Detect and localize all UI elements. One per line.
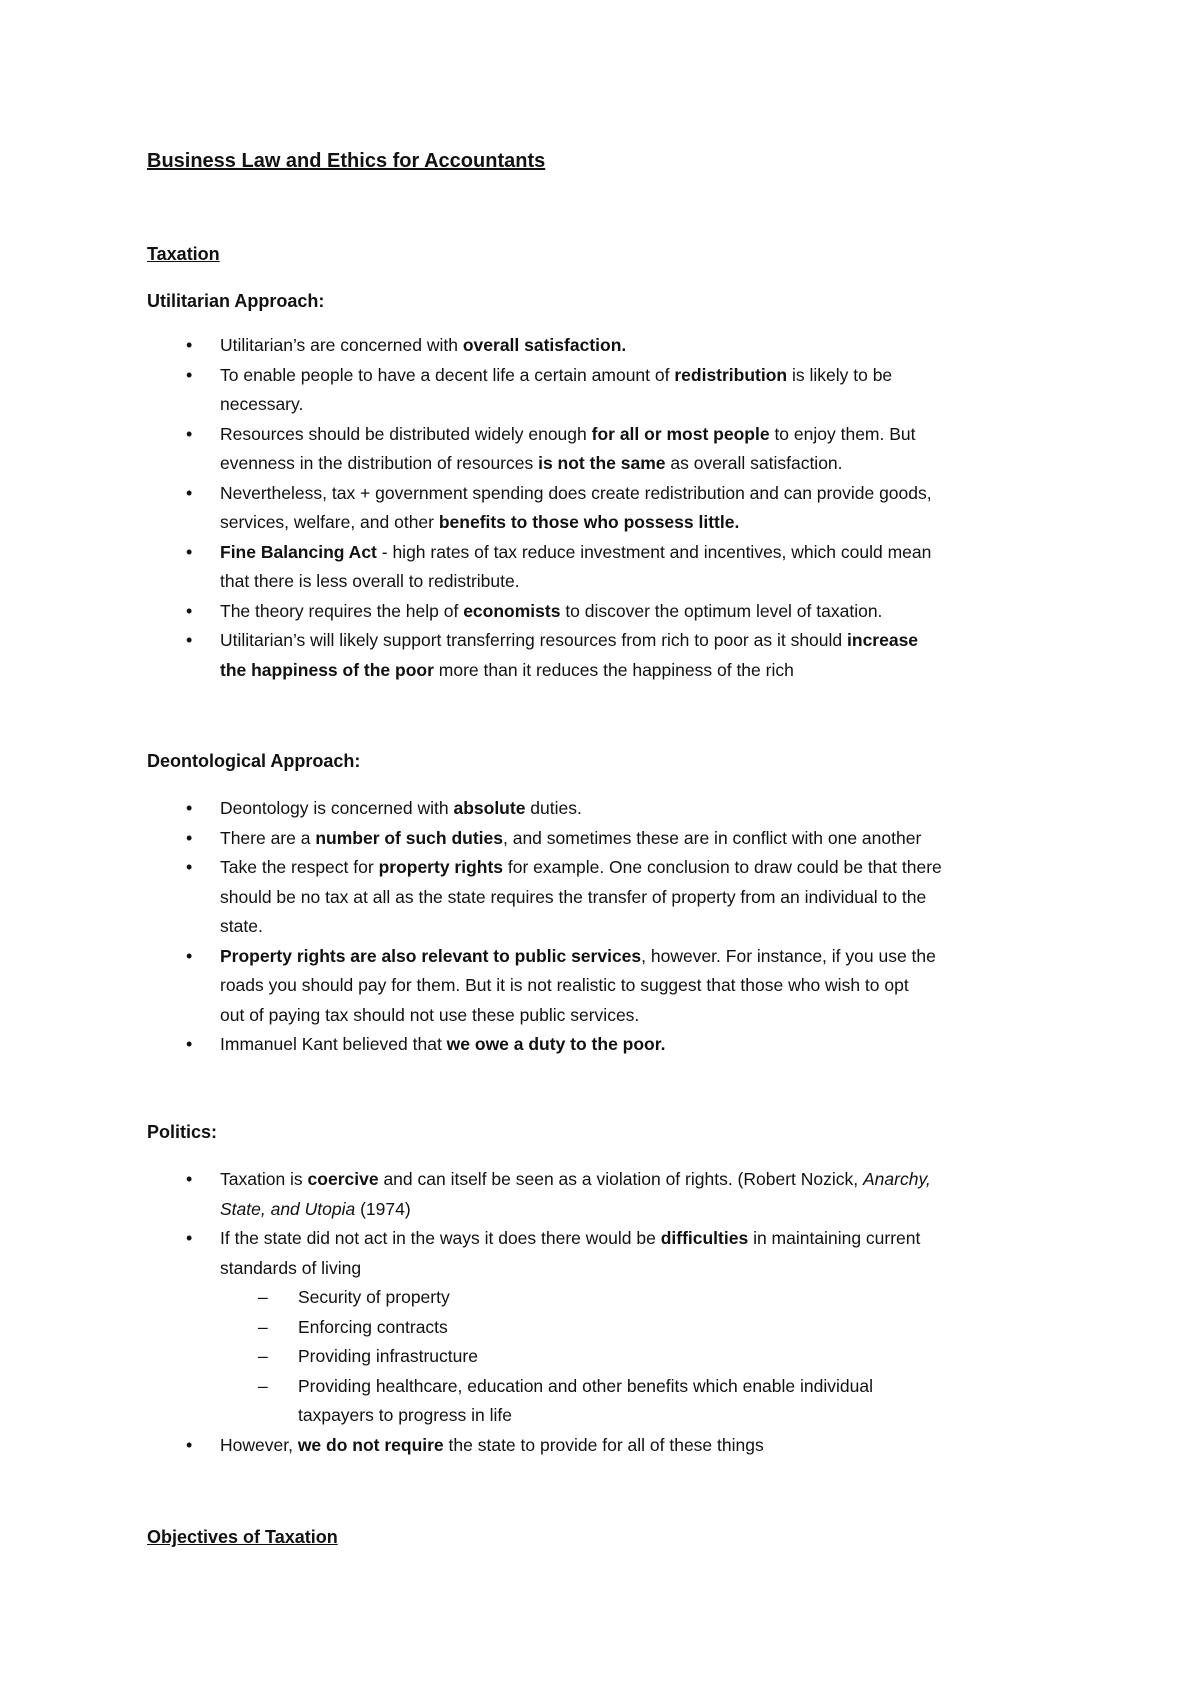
section-title-taxation: Taxation xyxy=(147,244,220,264)
utilitarian-bullet-list xyxy=(186,331,1096,685)
section-title-objectives-of-taxation: Objectives of Taxation xyxy=(147,1527,338,1547)
sub-list-item: – Security of property xyxy=(258,1283,1096,1313)
heading-politics: Politics: xyxy=(147,1122,218,1142)
politics-bullet-list xyxy=(186,1165,1096,1460)
list-item: • Immanuel Kant believed that we owe a duty to the poor. xyxy=(186,1030,1096,1060)
list-item: • Fine Balancing Act - high rates of tax reduce investment and incentives, which could mean that there is less overall to redistribute. xyxy=(186,538,1096,597)
sub-list-item: – Providing infrastructure xyxy=(258,1342,1096,1372)
sub-list-item: – Providing healthcare, education and other benefits which enable individual taxpayers to progress in life xyxy=(258,1372,1096,1431)
list-item: • Deontology is concerned with absolute duties. xyxy=(186,794,1096,824)
list-item: • Utilitarian’s will likely support transferring resources from rich to poor as it should increase the happiness of the poor more than it reduces the happiness of the rich xyxy=(186,626,1096,685)
deontological-bullet-list xyxy=(186,794,1096,1060)
list-item: • Resources should be distributed widely enough for all or most people to enjoy them. But evenness in the distribution of resources is not the same as overall satisfaction. xyxy=(186,420,1096,479)
heading-utilitarian-approach: Utilitarian Approach: xyxy=(147,291,325,311)
list-item: • Utilitarian’s are concerned with overall satisfaction. xyxy=(186,331,1096,361)
document-title: Business Law and Ethics for Accountants xyxy=(147,150,546,172)
heading-deontological-approach: Deontological Approach: xyxy=(147,751,361,771)
list-item: • Nevertheless, tax + government spending does create redistribution and can provide goods, services, welfare, and other benefits to those who possess little. xyxy=(186,479,1096,538)
list-item: • Property rights are also relevant to public services, however. For instance, if you use the roads you should pay for them. But it is not realistic to suggest that those who wish to opt out of paying tax should not use these public services. xyxy=(186,942,1096,1031)
list-item: • The theory requires the help of economists to discover the optimum level of taxation. xyxy=(186,597,1096,627)
list-item: • There are a number of such duties, and sometimes these are in conflict with one another xyxy=(186,824,1096,854)
politics-sub-list xyxy=(220,1283,1096,1431)
list-item: • However, we do not require the state to provide for all of these things xyxy=(186,1431,1096,1461)
list-item: • Take the respect for property rights for example. One conclusion to draw could be that there should be no tax at all as the state requires the transfer of property from an individual to the state. xyxy=(186,853,1096,942)
list-item: • Taxation is coercive and can itself be seen as a violation of rights. (Robert Nozick, Anarchy, State, and Utopia (1974) xyxy=(186,1165,1096,1224)
list-item: • To enable people to have a decent life a certain amount of redistribution is likely to be necessary. xyxy=(186,361,1096,420)
sub-list-item: – Enforcing contracts xyxy=(258,1313,1096,1343)
list-item: • If the state did not act in the ways it does there would be difficulties in maintaining current standards of living – Security of property – Enforcing contracts – Providing infrastructure – Providing healthcare, education and other benefits which enable individual taxpayers to progress in life xyxy=(186,1224,1096,1431)
